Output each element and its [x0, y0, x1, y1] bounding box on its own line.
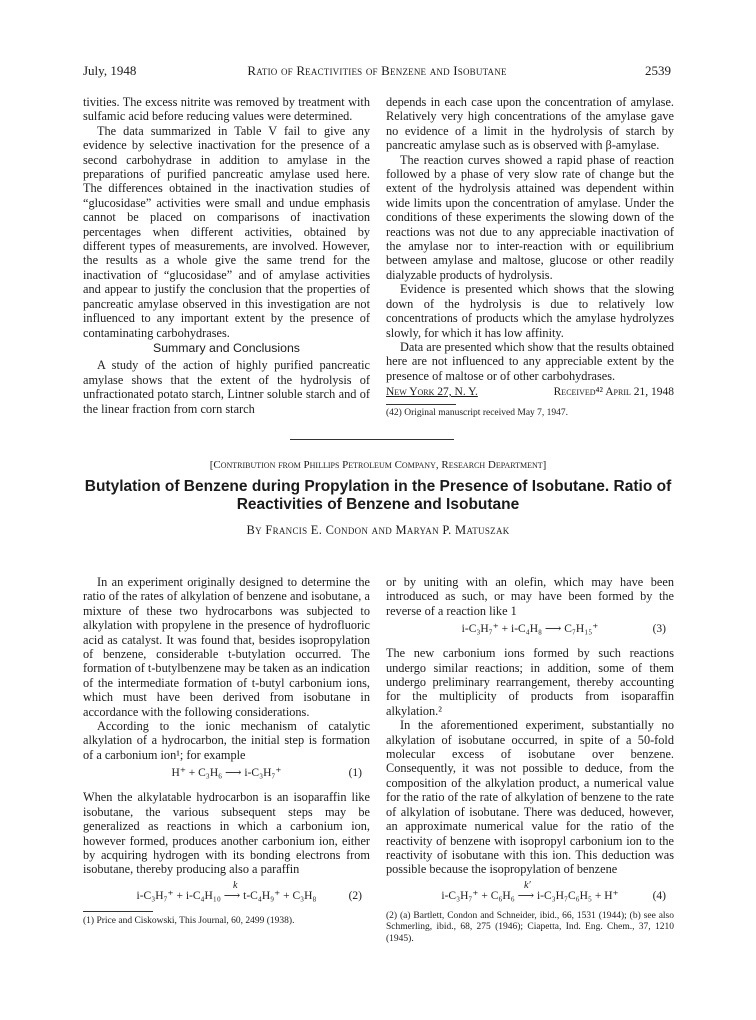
- equation-text: i-C₃H₇⁺ + i-C₄H₈ ⟶ C₇H₁₅⁺: [461, 623, 599, 636]
- rate-constant-label: k: [233, 879, 238, 891]
- paragraph: In an experiment originally designed to determine the ratio of the rates of alkylation of benzene and isobutane, a mixture of these two hydrocarbons was subjected to alkylation with propylene in the presence of hydrofluoric acid as catalyst. It was found that, besides isopropylation of benzene, considerable t-butylation occurred. The formation of t-butylbenzene may be taken as an indication of the intermediate formation of t-butyl carbonium ions, which must have been derived from isobutane in accordance with the following considerations.: [83, 575, 370, 719]
- article-right-column: [386, 575, 674, 945]
- equation-number: (3): [652, 623, 666, 636]
- author-location: New York 27, N. Y.: [386, 386, 478, 399]
- paragraph: A study of the action of highly purified pancreatic amylase shows that the extent of the hydrolysis of unfractionated potato starch, Lintner soluble starch and of the linear fraction from corn starch: [83, 358, 370, 416]
- footnote-42: (42) Original manuscript received May 7, 1947.: [386, 408, 569, 419]
- paragraph: Data are presented which show that the results obtained here are not influenced to any appreciable extent by the presence of maltose or of other carbohydrases.: [386, 339, 674, 383]
- section-heading-summary: Summary and Conclusions: [153, 340, 300, 355]
- contribution-line: [Contribution from Phillips Petroleum Company, Research Department]: [209, 459, 547, 471]
- paragraph: The data summarized in Table V fail to give any evidence by selective inactivation for the presence of a second carbohydrase in addition to amylase in the preparations of purified pancreatic amylase used here. The differences obtained in the inactivation studies of “glucosidase” activities were small and undue emphasis cannot be placed on comparisons of inactivation percentages when different activities, obtained by different types of measurements, are involved. However, the results as a whole give the same trend for the inactivation of “glucosidase” and of amylase activities and appear to justify the conclusion that the properties of pancreatic amylase observed in this investigation are not influenced to any important extent by the presence of contaminating carbohydrases.: [83, 123, 370, 340]
- equation-text: i-C₃H₇⁺ + i-C₄H₁₀ ⟶ t-C₄H₉⁺ + C₃H₈: [136, 889, 317, 902]
- article-divider: [290, 439, 454, 440]
- paragraph: or by uniting with an olefin, which may have been introduced as such, or may have been formed by the reverse of a reaction like 1: [386, 575, 674, 618]
- footnote-rule: [83, 911, 153, 912]
- paragraph: tivities. The excess nitrite was removed by treatment with sulfamic acid before reducing values were determined.: [83, 95, 370, 124]
- equation-number: (2): [348, 889, 362, 902]
- rate-constant-label: k′: [524, 879, 531, 891]
- paragraph: The reaction curves showed a rapid phase of reaction followed by a phase of very slow rate of change but the extent of the hydrolysis attained was dependent within wide limits upon the concentration of amylase. Under the conditions of these experiments the slowing down of the reactions was not due to any appreciable inactivation of the amylase nor to inter-reaction with or equilibrium between amylase and maltose, glucose or other readily dialyzable products of hydrolysis.: [386, 152, 674, 282]
- article-title: Butylation of Benzene during Propylation in the Presence of Isobutane. Ratio of Reactivities of Benzene and Isobutane: [84, 478, 672, 513]
- equation-text: i-C₃H₇⁺ + C₆H₆ ⟶ i-C₃H₇C₆H₅ + H⁺: [441, 889, 619, 902]
- equation-number: (4): [652, 889, 666, 902]
- paragraph: In the aforementioned experiment, substantially no alkylation of isobutane occurred, in spite of a 50-fold molecular excess of isobutane over benzene. Consequently, it was not possible to deduce, from the composition of the alkylation product, a numerical value for the ratio of the rate of alkylation of benzene to the rate of alkylation of isobutane. There was deduced, however, an approximate numerical value for the ratio of the reactivity of benzene with isopropyl carbonium ion to the reactivity of isobutane with this ion. This deduction was possible because the isopropylation of benzene: [386, 718, 674, 877]
- page-header: [83, 63, 671, 83]
- equation-1: [83, 766, 370, 786]
- paragraph: Evidence is presented which shows that the slowing down of the hydrolysis is due to relatively low concentrations of products which the amylase hydrolyzes slowly, for which it has low affinity.: [386, 282, 674, 340]
- equation-number: (1): [348, 767, 362, 780]
- header-date: July, 1948: [83, 63, 137, 78]
- running-title: Ratio of Reactivities of Benzene and Isobutane: [247, 63, 507, 78]
- article-left-column: [83, 575, 370, 927]
- received-line: [386, 385, 674, 400]
- footnote-2: (2) (a) Bartlett, Condon and Schneider, ibid., 66, 1531 (1944); (b) see also Schmerling, ibid., 68, 275 (1946); Ciapetta, Ind. Eng. Chem., 37, 1210 (1945).: [386, 910, 674, 944]
- footnote-1: (1) Price and Ciskowski, This Journal, 60, 2499 (1938).: [83, 915, 295, 926]
- footnote-rule: [386, 404, 456, 405]
- equation-text: H⁺ + C₃H₆ ⟶ i-C₃H₇⁺: [171, 767, 282, 780]
- previous-article-right-column: [386, 95, 674, 420]
- equation-4: [386, 881, 674, 907]
- paragraph: depends in each case upon the concentration of amylase. Relatively very high concentrations of the amylase gave no evidence of a limit in the hydrolysis of starch by pancreatic amylase such as is observed with β-amylase.: [386, 95, 674, 153]
- received-date: Received⁴² April 21, 1948: [553, 386, 674, 399]
- paragraph: According to the ionic mechanism of catalytic alkylation of a hydrocarbon, the initial step is formation of a carbonium ion¹; for example: [83, 719, 370, 762]
- equation-2: [83, 881, 370, 907]
- previous-article-left-column: [83, 95, 370, 416]
- paragraph: The new carbonium ions formed by such reactions undergo similar reactions; in addition, some of them undergo preliminary rearrangement, thereby accounting for the multiplicity of products from isoparaffin alkylation.²: [386, 646, 674, 718]
- page-number: 2539: [645, 63, 671, 78]
- byline: By Francis E. Condon and Maryan P. Matuszak: [246, 523, 510, 537]
- paragraph: When the alkylatable hydrocarbon is an isoparaffin like isobutane, the various subsequent steps may be generalized as reactions in which a carbonium ion, however formed, produces another carbonium ion, either by acquiring hydrogen with its bonding electrons from isobutane, thereby producing also a paraffin: [83, 790, 370, 877]
- equation-3: [386, 622, 674, 642]
